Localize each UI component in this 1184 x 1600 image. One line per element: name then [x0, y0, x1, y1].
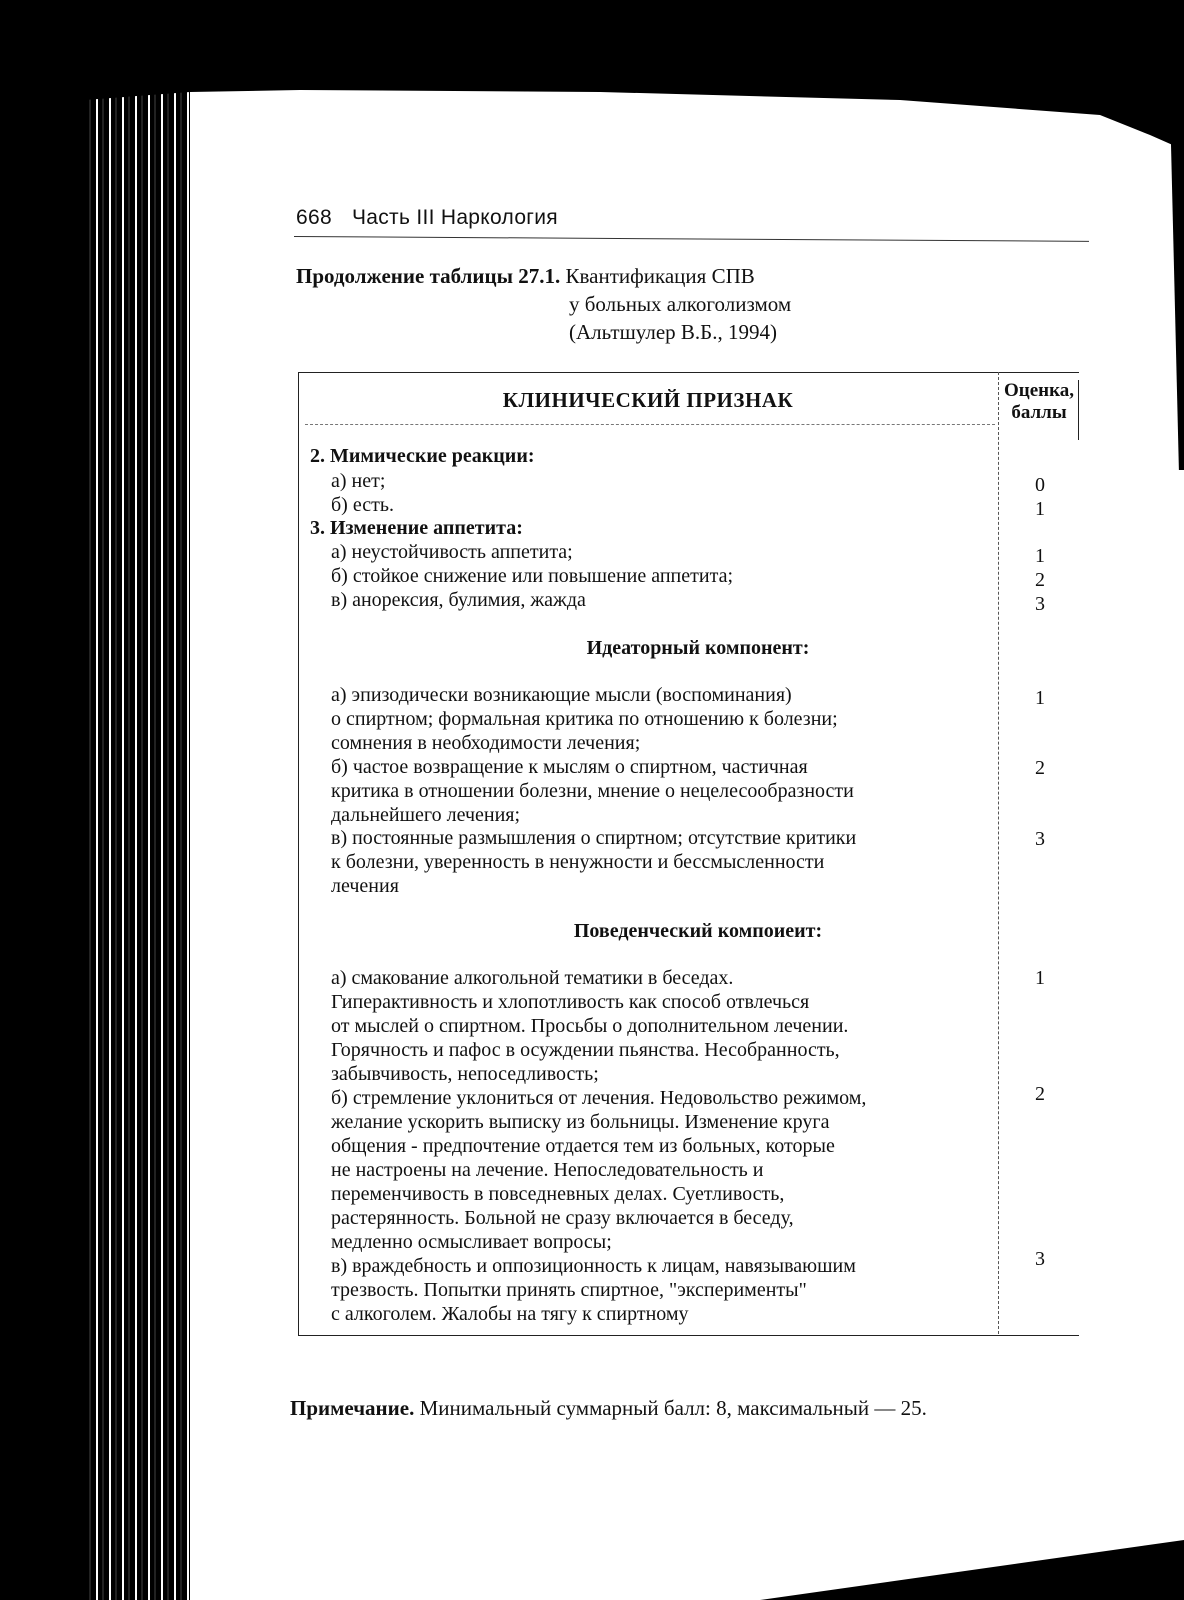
id-score-a: 1 — [1035, 687, 1045, 709]
id-option-c-line2: к болезни, уверенность в ненужности и бессмысленности — [331, 851, 825, 873]
s3-score-b: 2 — [1035, 569, 1045, 591]
id-option-a-line3: сомнения в необходимости лечения; — [331, 732, 641, 754]
s2-score-b: 1 — [1035, 498, 1045, 520]
bh-option-b-line5: переменчивость в повседневных делах. Суетливость, — [331, 1183, 785, 1205]
table-note — [290, 1396, 927, 1421]
bh-option-a-line5: забывчивость, непоседливость; — [331, 1063, 599, 1085]
caption-title-1: Квантификация СПВ — [565, 264, 755, 288]
caption-title-3: (Альтшулер В.Б., 1994) — [569, 320, 777, 344]
bh-option-b-line2: желание ускорить выписку из больницы. Изменение круга — [331, 1111, 830, 1133]
bh-option-c-line3: с алкоголем. Жалобы на тягу к спиртному — [331, 1303, 689, 1325]
bh-option-a-line3: от мыслей о спиртном. Просьбы о дополнительном лечении. — [331, 1015, 849, 1037]
s3-score-c: 3 — [1035, 593, 1045, 615]
column-divider — [998, 372, 999, 1334]
bh-option-b-line3: общения - предпочтение отдается тем из больных, которые — [331, 1135, 835, 1157]
s3-option-a: а) неустойчивость аппетита; — [331, 541, 573, 563]
running-header — [296, 206, 1096, 230]
part-title: Часть III Наркология — [351, 206, 558, 229]
s3-option-c: в) анорексия, булимия, жажда — [331, 589, 586, 611]
scan-bottom-shadow — [760, 1540, 1184, 1600]
caption-title-2: у больных алкоголизмом — [569, 292, 792, 316]
bh-option-c-line1: в) враждебность и оппозиционность к лицам, навязываюшим — [331, 1255, 856, 1277]
score-header-line2: баллы — [1011, 402, 1067, 423]
bh-option-b-line4: не настроены на лечение. Непоследовательность и — [331, 1159, 764, 1181]
id-option-b-line3: дальнейшего лечения; — [331, 804, 521, 826]
bh-option-a-line1: а) смакование алкогольной тематики в беседах. — [331, 967, 734, 989]
id-score-b: 2 — [1035, 757, 1045, 779]
bh-option-a-line2: Гиперактивность и хлопотливость как способ отвлечься — [331, 991, 810, 1013]
table-caption — [296, 262, 791, 346]
note-label: Примечание. — [290, 1396, 415, 1420]
header-rule — [294, 236, 1089, 242]
id-option-c-line1: в) постоянные размышления о спиртном; отсутствие критики — [331, 827, 857, 849]
bh-option-c-line2: трезвость. Попытки принять спиртное, "эксперименты" — [331, 1279, 807, 1301]
score-header-line1: Оценка, — [1003, 380, 1075, 401]
id-score-c: 3 — [1035, 828, 1045, 850]
page-number: 668 — [296, 206, 332, 229]
section-2-title: 2. Мимические реакции: — [310, 445, 535, 467]
s3-score-a: 1 — [1035, 545, 1045, 567]
scan-edge-solid — [0, 0, 85, 1600]
id-option-b-line1: б) частое возвращение к мыслям о спиртном, частичная — [331, 756, 808, 778]
ideator-subheading: Идеаторный компонент: — [586, 637, 810, 659]
id-option-b-line2: критика в отношении болезни, мнение о нецелесообразности — [331, 780, 854, 802]
s2-option-a: а) нет; — [331, 470, 386, 492]
s2-score-a: 0 — [1035, 474, 1045, 496]
section-3-title: 3. Изменение аппетита: — [310, 517, 523, 539]
bh-option-b-line1: б) стремление уклониться от лечения. Недовольство режимом, — [331, 1087, 867, 1109]
id-option-a-line2: о спиртном; формальная критика по отношению к болезни; — [331, 708, 838, 730]
id-option-c-line3: лечения — [331, 875, 399, 897]
bh-score-c: 3 — [1035, 1248, 1045, 1270]
s3-option-b: б) стойкое снижение или повышение аппетита; — [331, 565, 734, 587]
bh-option-a-line4: Горячность и пафос в осуждении пьянства. Несобранность, — [331, 1039, 840, 1061]
bh-score-a: 1 — [1035, 967, 1045, 989]
id-option-a-line1: а) эпизодически возникающие мысли (воспоминания) — [331, 684, 792, 706]
behavioral-subheading: Поведенческий компоиеит: — [573, 920, 823, 942]
column-header-sign: КЛИНИЧЕСКИЙ ПРИЗНАК — [502, 388, 794, 412]
scan-right-edge — [1150, 120, 1184, 470]
header-row-rule — [305, 424, 995, 425]
bh-option-b-line7: медленно осмысливает вопросы; — [331, 1231, 612, 1253]
note-text: Минимальный суммарный балл: 8, максимальный — 25. — [419, 1396, 927, 1420]
bh-score-b: 2 — [1035, 1083, 1045, 1105]
bh-option-b-line6: растерянность. Больной не сразу включается в беседу, — [331, 1207, 794, 1229]
column-header-score — [1003, 380, 1075, 424]
s2-option-b: б) есть. — [331, 494, 394, 516]
caption-label: Продолжение таблицы 27.1. — [296, 264, 561, 288]
